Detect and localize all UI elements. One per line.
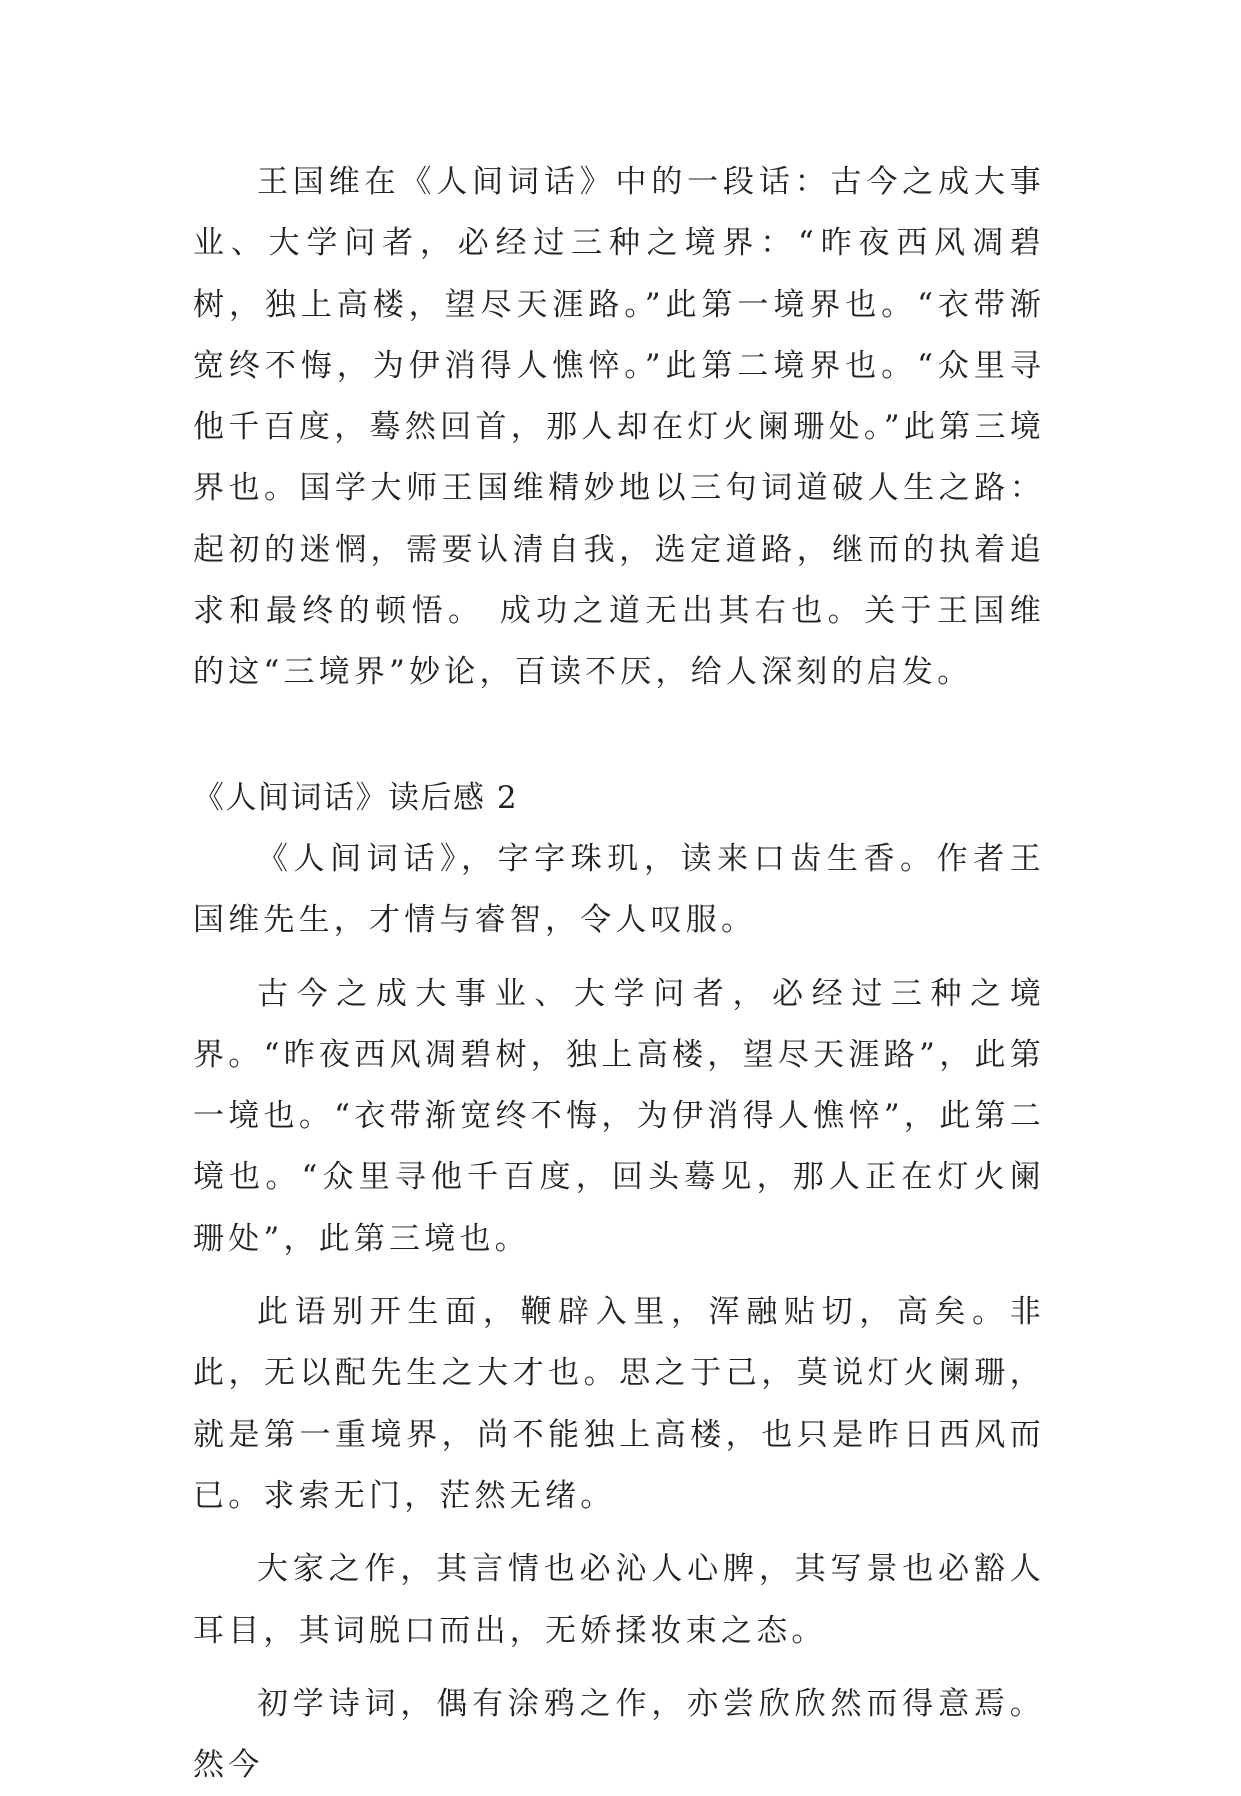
body-paragraph: 此语别开生面，鞭辟入里，浑融贴切，高矣。非此，无以配先生之大才也。思之于己，莫说灯火阑珊，就是第一重境界，尚不能独上高楼，也只是昨日西风而已。求索无门，茫然无绪。 [193, 1294, 1045, 1514]
body-paragraph: 古今之成大事业、大学问者，必经过三种之境界。“昨夜西风凋碧树，独上高楼，望尽天涯路”，此第一境也。“衣带渐宽终不悔，为伊消得人憔悴”，此第二境也。“众里寻他千百度，回头蓦见，那人正在灯火阑珊处”，此第三境也。 [193, 975, 1045, 1257]
section-heading: 《人间词话》读后感 2 [193, 779, 519, 816]
intro-paragraph: 王国维在《人间词话》中的一段话：古今之成大事业、大学问者，必经过三种之境界：“昨夜西风凋碧树，独上高楼，望尽天涯路。”此第一境界也。“衣带渐宽终不悔，为伊消得人憔悴。”此第二境界也。“众里寻他千百度，蓦然回首，那人却在灯火阑珊处。”此第三境界也。国学大师王国维精妙地以三句词道破人生之路：起初的迷惘，需要认清自我，选定道路，继而的执着追求和最终的顿悟。 成功之道无出其右也。关于王国维的这“三境界”妙论，百读不厌，给人深刻的启发。 [193, 164, 1045, 691]
body-paragraph: 大家之作，其言情也必沁人心脾，其写景也必豁人耳目，其词脱口而出，无娇揉妆束之态。 [193, 1551, 1045, 1649]
document-body [193, 152, 1045, 1796]
body-paragraph: 初学诗词，偶有涂鸦之作，亦尝欣欣然而得意焉。然今 [193, 1685, 1045, 1784]
body-paragraph: 《人间词话》，字字珠玑，读来口齿生香。作者王国维先生，才情与睿智，令人叹服。 [193, 840, 1045, 939]
